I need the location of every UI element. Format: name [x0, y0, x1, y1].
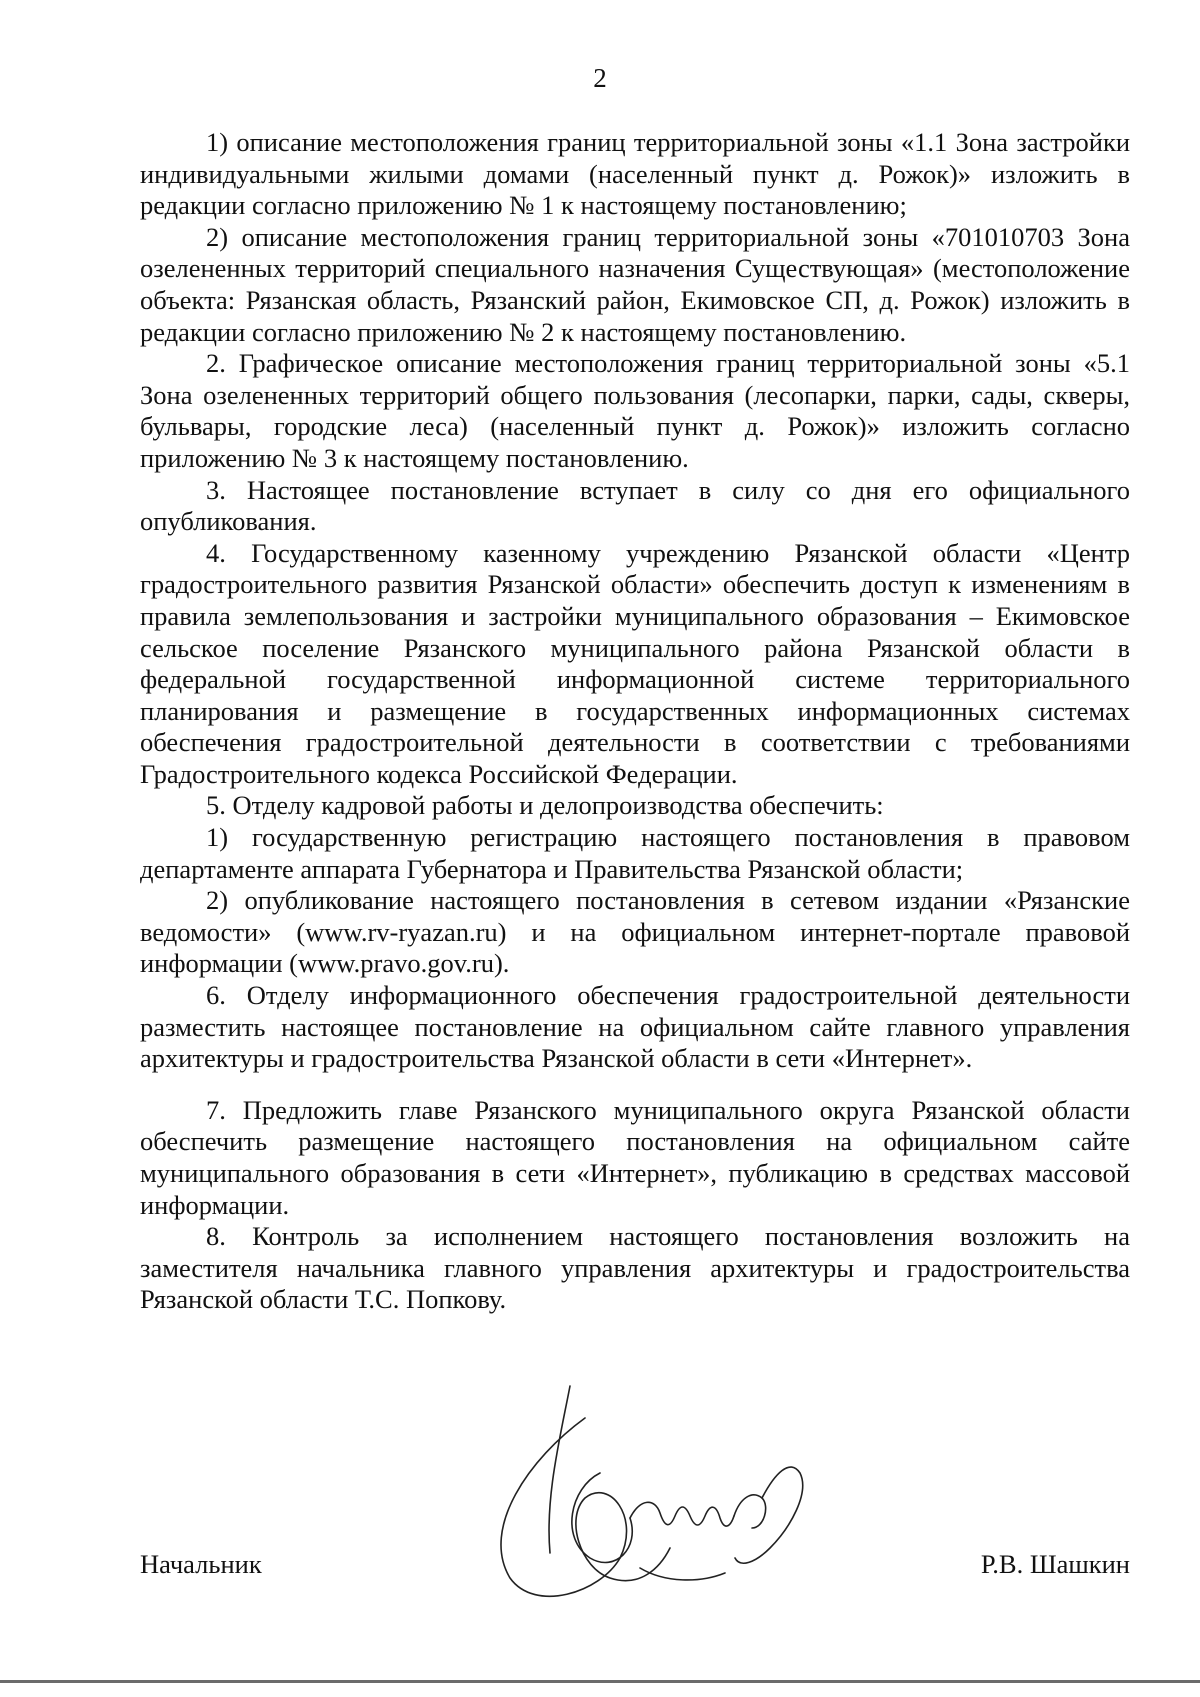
paragraph-1-2: 2) описание местоположения границ территориальной зоны «701010703 Зона озелененных территорий специального назначения Существующая» (местоположение объекта: Рязанская область, Рязанский район, Екимовское СП, д. Рожок) изложить в редакции согласно приложению № 2 к настоящему постановлению.: [140, 221, 1130, 347]
paragraph-4: 4. Государственному казенному учреждению Рязанской области «Центр градостроительного развития Рязанской области» обеспечить доступ к изменениям в правила землепользования и застройки муниципального образования – Екимовское сельское поселение Рязанского муниципального района Рязанской области в федеральной государственной информационной системе территориального планирования и размещение в государственных информационных системах обеспечения градостроительной деятельности в соответствии с требованиями Градостроительного кодекса Российской Федерации.: [140, 537, 1130, 789]
document-body: [140, 127, 1130, 1316]
paragraph-6: 6. Отделу информационного обеспечения градостроительной деятельности разместить настоящее постановление на официальном сайте главного управления архитектуры и градостроительства Рязанской области в сети «Интернет».: [140, 980, 1130, 1074]
paragraph-5: 5. Отделу кадровой работы и делопроизводства обеспечить:: [206, 790, 884, 821]
paragraph-5-1: 1) государственную регистрацию настоящего постановления в правовом департаменте аппарата Губернатора и Правительства Рязанской области;: [140, 822, 1130, 884]
paragraph-7: 7. Предложить главе Рязанского муниципального округа Рязанской области обеспечить размещение настоящего постановления на официальном сайте муниципального образования в сети «Интернет», публикацию в средствах массовой информации.: [140, 1094, 1130, 1220]
signer-position: Начальник: [140, 1549, 262, 1579]
paragraph-8: 8. Контроль за исполнением настоящего постановления возложить на заместителя начальника главного управления архитектуры и градостроительства Рязанской области Т.С. Попкову.: [140, 1221, 1130, 1315]
paragraph-3: 3. Настоящее постановление вступает в силу со дня его официального опубликования.: [140, 474, 1130, 537]
page-number: 2: [593, 63, 607, 93]
scan-bottom-edge: [0, 1680, 1200, 1683]
signer-name: Р.В. Шашкин: [980, 1549, 1130, 1579]
signature-block: [140, 1548, 1130, 1584]
paragraph-5-2: 2) опубликование настоящего постановления в сетевом издании «Рязанские ведомости» (www.rv-ryazan.ru) и на официальном интернет-портале правовой информации (www.pravo.gov.ru).: [140, 885, 1130, 979]
paragraph-1-1: 1) описание местоположения границ территориальной зоны «1.1 Зона застройки индивидуальными жилыми домами (населенный пункт д. Рожок)» изложить в редакции согласно приложению № 1 к настоящему постановлению;: [140, 127, 1130, 221]
paragraph-2: 2. Графическое описание местоположения границ территориальной зоны «5.1 Зона озелененных территорий общего пользования (лесопарки, парки, сады, скверы, бульвары, городские леса) (населенный пункт д. Рожок)» изложить согласно приложению № 3 к настоящему постановлению.: [140, 348, 1130, 473]
